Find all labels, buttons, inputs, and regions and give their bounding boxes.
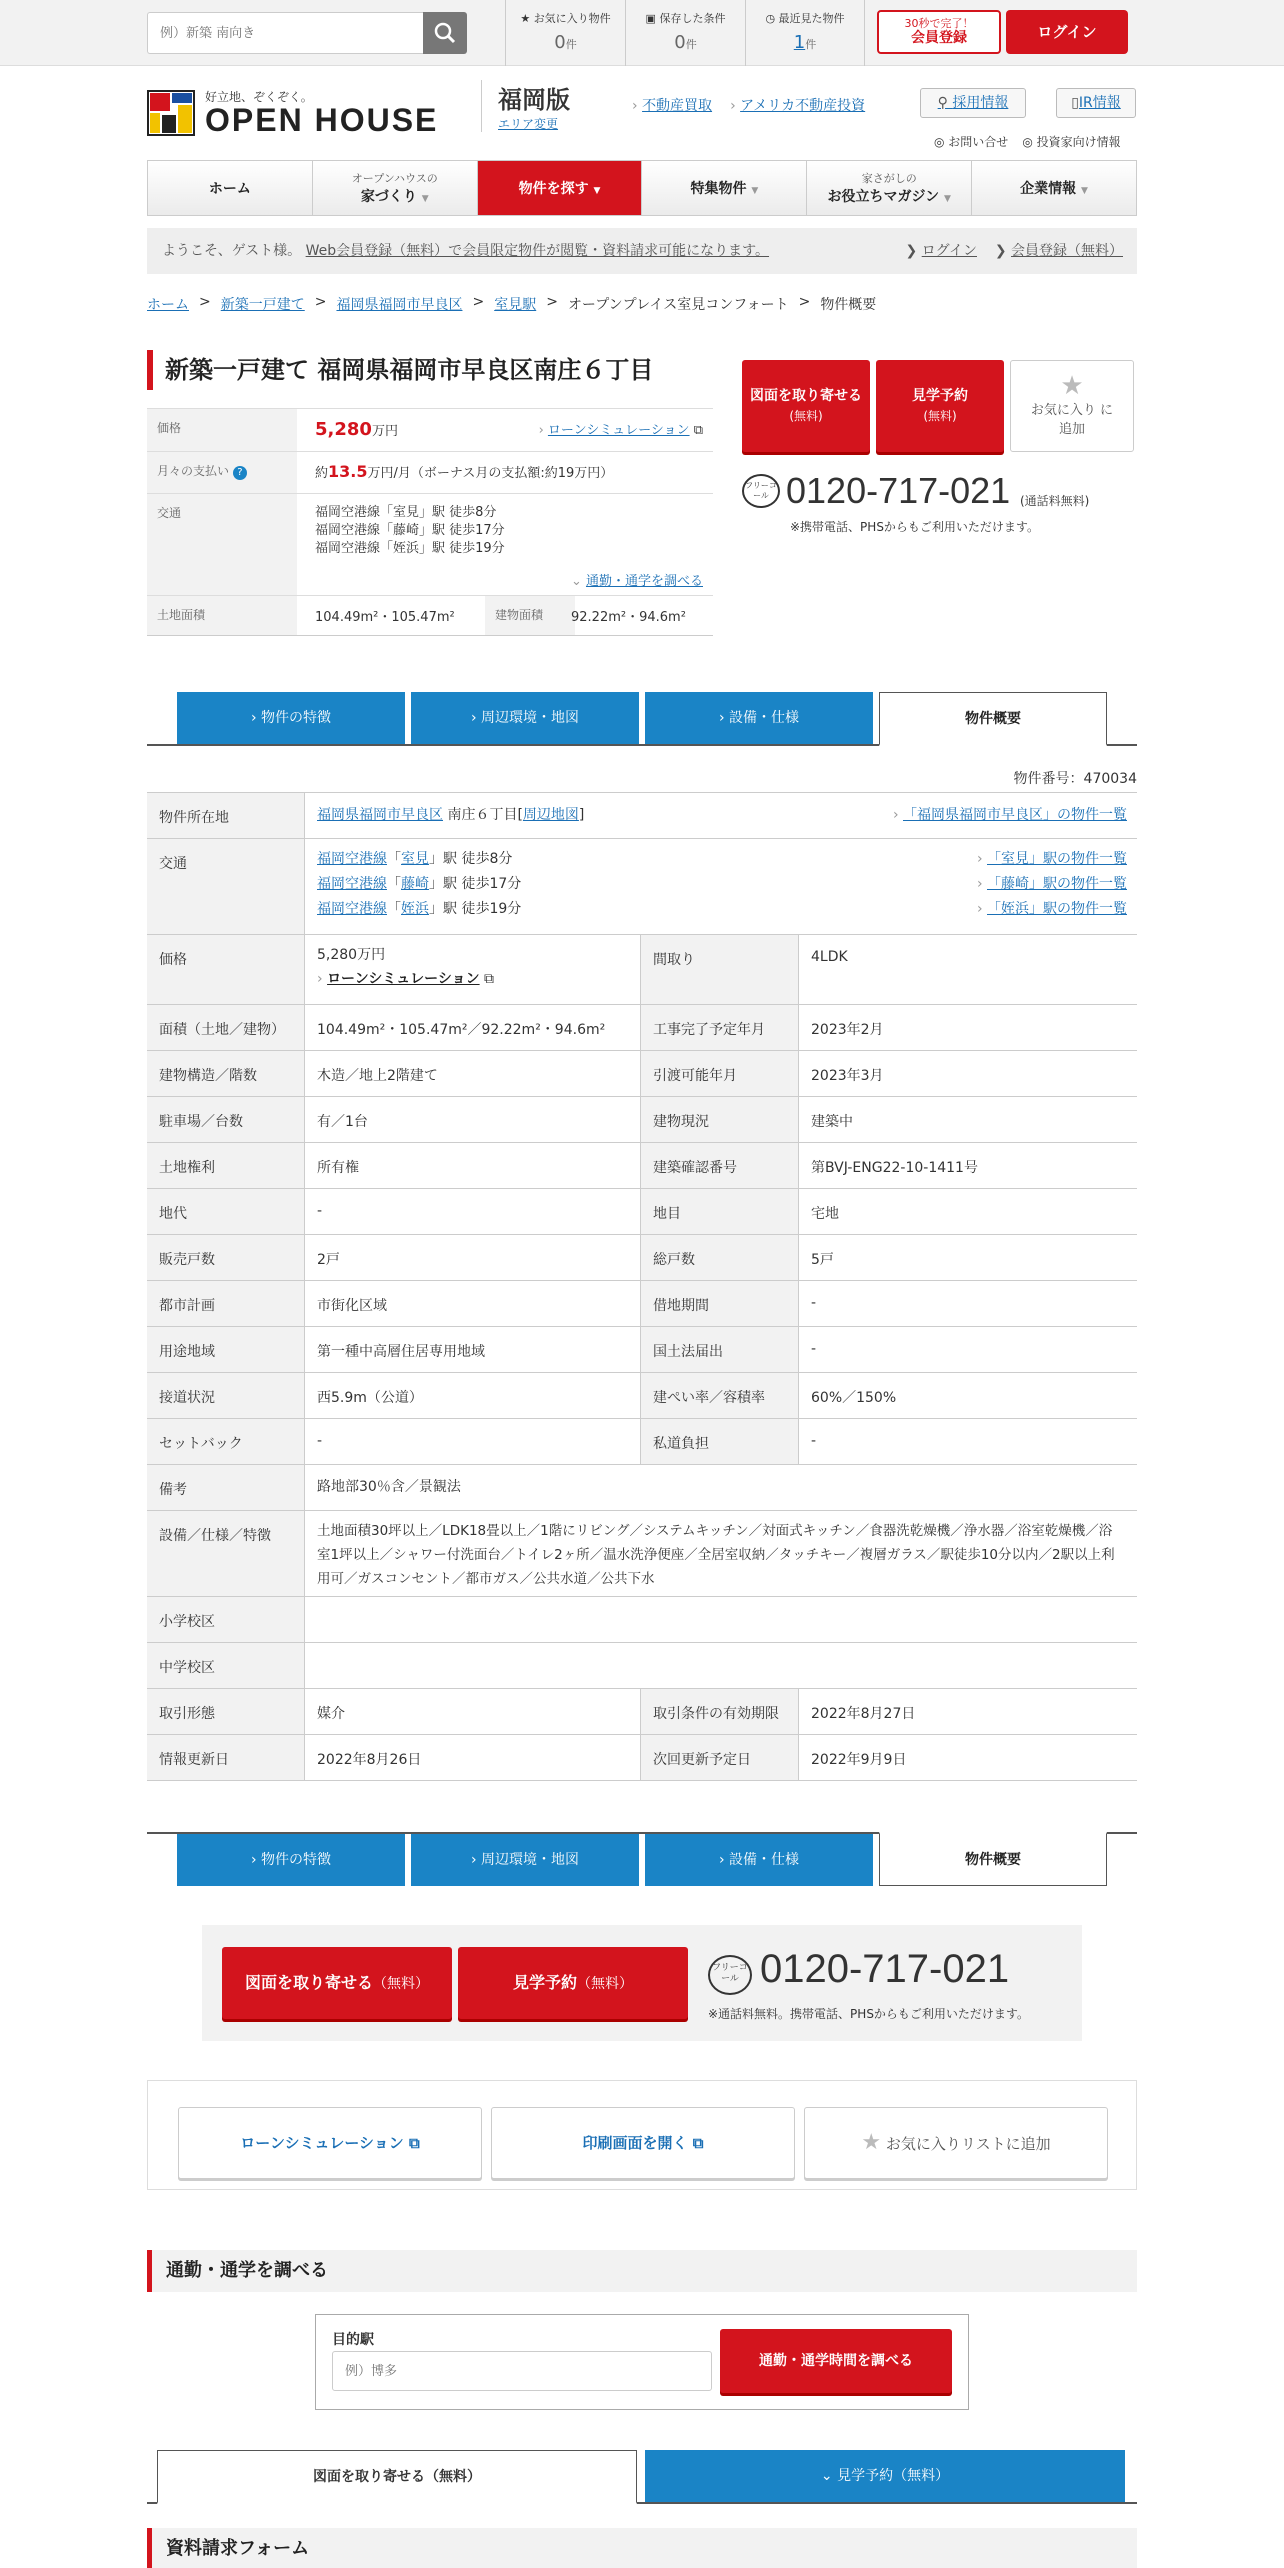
button-label: 図面を取り寄せる bbox=[750, 388, 862, 404]
nav-sub: 家さがしの bbox=[861, 172, 917, 185]
chevron-right-icon: › bbox=[718, 1852, 730, 1868]
spec-label: 国土法届出 bbox=[641, 1327, 799, 1372]
monthly-value: 13.5 bbox=[328, 462, 368, 481]
tab-label: 物件概要 bbox=[965, 711, 1021, 727]
link-label: 投資家向け情報 bbox=[1036, 135, 1121, 149]
investor-link[interactable] bbox=[1022, 133, 1120, 150]
save-icon: ▣ bbox=[645, 12, 656, 25]
commute-link[interactable] bbox=[571, 570, 703, 589]
spec-label: 交通 bbox=[147, 839, 305, 934]
welcome-text: ようこそ、ゲスト様。 bbox=[162, 243, 302, 259]
commute-form bbox=[315, 2314, 969, 2410]
spec-value: 第BVJ-ENG22-10-1411号 bbox=[811, 1160, 978, 1176]
tab-surroundings[interactable] bbox=[411, 1834, 639, 1886]
register-button[interactable] bbox=[877, 10, 1001, 54]
breadcrumb-current: 物件概要 bbox=[820, 297, 877, 313]
counter-label: 最近見た物件 bbox=[778, 12, 845, 25]
tab-label: 物件の特徴 bbox=[261, 710, 332, 726]
link-label: 採用情報 bbox=[952, 95, 1009, 111]
line-link[interactable]: 福岡空港線 bbox=[317, 851, 387, 867]
nav-search-property[interactable] bbox=[478, 161, 643, 215]
phone-number[interactable]: 0120-717-021 bbox=[786, 470, 1011, 511]
spec-row bbox=[147, 1051, 1137, 1097]
monthly-suffix: 万円/月（ボーナス月の支払額:約19万円） bbox=[367, 466, 614, 481]
spec-value: 有／1台 bbox=[305, 1097, 641, 1142]
breadcrumb-item[interactable]: 福岡県福岡市早良区 bbox=[336, 297, 463, 313]
tab-visit-form[interactable] bbox=[645, 2450, 1125, 2502]
spec-value: - bbox=[811, 1433, 817, 1449]
caret-down-icon: ▼ bbox=[751, 186, 759, 196]
row-label: 交通 bbox=[147, 494, 297, 595]
spec-value: - bbox=[811, 1295, 817, 1311]
tab-label: 物件概要 bbox=[965, 1852, 1021, 1868]
breadcrumb-item[interactable]: 新築一戸建て bbox=[220, 297, 305, 313]
spec-value bbox=[305, 1643, 1137, 1688]
destination-station-input[interactable] bbox=[332, 2351, 712, 2391]
spec-row-deal bbox=[147, 1689, 1137, 1735]
login-button[interactable]: ログイン bbox=[1006, 10, 1128, 54]
visit-reservation-button[interactable] bbox=[458, 1947, 688, 2019]
chevron-right-icon: › bbox=[470, 710, 482, 726]
nav-label: ホーム bbox=[208, 181, 251, 197]
row-label: 月々の支払い bbox=[157, 464, 230, 478]
spec-row bbox=[147, 1097, 1137, 1143]
nav-housebuilding[interactable] bbox=[313, 161, 478, 215]
station-list-link[interactable] bbox=[977, 847, 1127, 872]
spec-label: 備考 bbox=[147, 1465, 305, 1510]
caret-down-icon: ▼ bbox=[944, 194, 951, 204]
counter-label: お気に入り物件 bbox=[533, 12, 611, 25]
spec-label: 地代 bbox=[147, 1189, 305, 1234]
loan-sim-button[interactable] bbox=[178, 2107, 482, 2179]
link-label: 「福岡県福岡市早良区」の物件一覧 bbox=[903, 807, 1127, 823]
spec-label: 建物構造／階数 bbox=[147, 1051, 305, 1096]
summary-area-row bbox=[147, 596, 713, 636]
walk-text: 駅 徒歩8分 bbox=[443, 851, 513, 867]
spec-row-traffic: 交通 福岡空港線「室見」駅 徒歩8分 福岡空港線「藤崎」駅 徒歩17分 福岡空港線「姪浜」駅 徒歩19分 › 「室見」駅の物件一覧 › 「藤崎」駅の物件一覧 › 「姪浜」駅の物件一覧 bbox=[147, 839, 1137, 935]
button-label: 印刷画面を開く bbox=[582, 2134, 688, 2152]
spec-row bbox=[147, 1327, 1137, 1373]
spec-row bbox=[147, 1235, 1137, 1281]
tab-label: 周辺環境・地図 bbox=[481, 1852, 580, 1868]
bottom-cta-panel bbox=[202, 1925, 1082, 2041]
tab-label: 物件の特徴 bbox=[261, 1852, 332, 1868]
request-floorplan-button[interactable] bbox=[222, 1947, 452, 2019]
station-label: 目的駅 bbox=[332, 2332, 374, 2348]
form-tabs bbox=[147, 2450, 1137, 2504]
nav-company[interactable] bbox=[972, 161, 1136, 215]
link-label: 会員登録（無料） bbox=[1011, 243, 1123, 259]
spec-label: 私道負担 bbox=[641, 1419, 799, 1464]
link-label: ローンシミュレーション bbox=[327, 971, 480, 987]
add-favorite-button[interactable] bbox=[1010, 360, 1134, 452]
price-value: 5,280万円 bbox=[317, 947, 386, 963]
station-link[interactable]: 姪浜 bbox=[401, 901, 429, 917]
row-label: 建物面積 bbox=[485, 596, 575, 635]
traffic-line: 福岡空港線「姪浜」駅 徒歩19分 bbox=[315, 541, 505, 556]
link-label: ログイン bbox=[921, 243, 977, 259]
buyback-link[interactable] bbox=[632, 95, 712, 115]
chevron-right-icon: › bbox=[730, 98, 741, 114]
station-list-link[interactable] bbox=[977, 872, 1127, 897]
search-input[interactable] bbox=[147, 12, 423, 54]
spec-label: 間取り bbox=[641, 935, 799, 1004]
spec-label: 情報更新日 bbox=[147, 1735, 305, 1780]
spec-row bbox=[147, 1373, 1137, 1419]
nav-label: 物件を探す bbox=[518, 181, 589, 197]
external-link-icon: ⧉ bbox=[692, 2134, 704, 2152]
chevron-right-icon: ❯ bbox=[994, 243, 1011, 259]
spec-value: 第一種中高層住居専用地域 bbox=[305, 1327, 641, 1372]
area-list-link[interactable] bbox=[893, 803, 1127, 827]
spec-label: 建ぺい率／容積率 bbox=[641, 1373, 799, 1418]
loan-sim-link[interactable] bbox=[539, 419, 703, 438]
counter-unit: 件 bbox=[565, 38, 577, 51]
recruit-link[interactable] bbox=[920, 88, 1026, 118]
spec-label: 取引形態 bbox=[147, 1689, 305, 1734]
chevron-right-icon: › bbox=[317, 971, 328, 987]
spec-value: 2戸 bbox=[305, 1235, 641, 1280]
price-unit: 万円 bbox=[371, 424, 398, 439]
global-nav bbox=[147, 160, 1137, 216]
spec-label: 小学校区 bbox=[147, 1597, 305, 1642]
star-icon: ★ bbox=[520, 12, 531, 25]
tab-equipment[interactable] bbox=[645, 1834, 873, 1886]
tab-label: 見学予約（無料） bbox=[837, 2468, 950, 2484]
nav-label: 家づくり bbox=[360, 189, 417, 205]
property-spec-table bbox=[147, 792, 1137, 1781]
spec-value: 市街化区域 bbox=[305, 1281, 641, 1326]
breadcrumb-separator: > bbox=[472, 294, 485, 310]
phone-note: ※携帯電話、PHSからもご利用いただけます。 bbox=[790, 520, 1039, 534]
breadcrumb-item: オープンプレイス室見コンフォート bbox=[567, 297, 789, 313]
spec-row-location bbox=[147, 793, 1137, 839]
land-area-value: 104.49m²・105.47m² bbox=[315, 610, 455, 625]
phone-note: ※通話料無料。携帯電話、PHSからもご利用いただけます。 bbox=[708, 2007, 1029, 2021]
button-label: 図面を取り寄せる bbox=[244, 1973, 373, 1992]
button-label: ローンシミュレーション bbox=[240, 2134, 404, 2152]
spec-label: 次回更新予定日 bbox=[641, 1735, 799, 1780]
nav-label: 特集物件 bbox=[690, 181, 747, 197]
region-name: 福岡版 bbox=[498, 86, 570, 114]
tab-label: 設備・仕様 bbox=[729, 1852, 800, 1868]
spec-label: 面積（土地／建物） bbox=[147, 1005, 305, 1050]
button-note: (無料) bbox=[789, 409, 823, 423]
link-label: ローンシミュレーション bbox=[547, 423, 690, 438]
ir-link[interactable] bbox=[1056, 88, 1136, 118]
logo-wordmark: OPEN HOUSE bbox=[205, 102, 439, 138]
welcome-bar bbox=[147, 228, 1137, 274]
nav-label: お役立ちマガジン bbox=[827, 189, 940, 205]
region-selector bbox=[481, 80, 570, 132]
bullet-icon: ◎ bbox=[934, 135, 949, 149]
add-favorite-list-button[interactable] bbox=[804, 2107, 1108, 2179]
spec-value: 路地部30％含／景観法 bbox=[317, 1479, 461, 1495]
spec-label: 土地権利 bbox=[147, 1143, 305, 1188]
chevron-right-icon: › bbox=[538, 423, 548, 438]
link-label: IR情報 bbox=[1078, 95, 1121, 111]
chevron-right-icon: › bbox=[470, 1852, 482, 1868]
doc-icon: ▯ bbox=[1071, 95, 1079, 111]
spec-row-junior bbox=[147, 1643, 1137, 1689]
spec-value: 所有権 bbox=[305, 1143, 641, 1188]
nav-featured[interactable] bbox=[642, 161, 807, 215]
spec-label: 取引条件の有効期限 bbox=[641, 1689, 799, 1734]
page-title: 新築一戸建て 福岡県福岡市早良区南庄６丁目 bbox=[147, 350, 653, 390]
tools-panel bbox=[147, 2080, 1137, 2190]
spec-row bbox=[147, 1281, 1137, 1327]
row-label-wrap bbox=[147, 452, 297, 493]
line-link[interactable]: 福岡空港線 bbox=[317, 901, 387, 917]
breadcrumb bbox=[147, 294, 876, 314]
summary-monthly-row bbox=[147, 452, 713, 494]
phone-number[interactable]: 0120-717-021 bbox=[760, 1947, 1010, 1991]
spec-value: 60%／150% bbox=[811, 1390, 897, 1406]
spec-label: 総戸数 bbox=[641, 1235, 799, 1280]
summary-price-row bbox=[147, 408, 713, 452]
star-icon: ★ bbox=[1060, 371, 1084, 401]
link-label: 不動産買取 bbox=[642, 98, 713, 114]
chevron-right-icon: › bbox=[632, 98, 643, 114]
tab-label: 周辺環境・地図 bbox=[481, 710, 580, 726]
spec-value: 2023年3月 bbox=[811, 1068, 884, 1084]
spec-value: 2022年8月27日 bbox=[811, 1706, 916, 1722]
tab-label: 設備・仕様 bbox=[729, 710, 800, 726]
spec-row-equipment bbox=[147, 1511, 1137, 1597]
saved-conditions-count[interactable] bbox=[625, 0, 745, 66]
location-end: ] bbox=[578, 807, 585, 823]
line-link[interactable]: 福岡空港線 bbox=[317, 876, 387, 892]
row-label: 土地面積 bbox=[147, 596, 297, 635]
tab-overview[interactable] bbox=[879, 692, 1107, 746]
caret-down-icon: ▼ bbox=[1081, 186, 1088, 196]
spec-value: 木造／地上2階建て bbox=[305, 1051, 641, 1096]
button-label: お気に入りリストに追加 bbox=[885, 2135, 1051, 2153]
caret-down-icon: ▼ bbox=[421, 194, 429, 204]
contact-link[interactable] bbox=[934, 133, 1008, 150]
freedial-icon: フリーコール bbox=[742, 474, 780, 508]
openhouse-logo[interactable] bbox=[147, 88, 451, 140]
counter-value: 0 bbox=[554, 32, 566, 53]
tab-equipment[interactable] bbox=[645, 692, 873, 744]
detail-tabs-bottom bbox=[147, 1832, 1137, 1886]
chevron-right-icon: › bbox=[976, 876, 987, 892]
loan-sim-link[interactable] bbox=[317, 967, 628, 991]
spec-row bbox=[147, 1005, 1137, 1051]
spec-label: 接道状況 bbox=[147, 1373, 305, 1418]
spec-label: 建築確認番号 bbox=[641, 1143, 799, 1188]
counter-label: 保存した条件 bbox=[659, 12, 726, 25]
chevron-right-icon: › bbox=[250, 1852, 262, 1868]
chevron-right-icon: › bbox=[892, 807, 903, 823]
spec-row-remarks bbox=[147, 1465, 1137, 1511]
spec-value: 建築中 bbox=[811, 1114, 853, 1130]
spec-value: 媒介 bbox=[305, 1689, 641, 1734]
spec-row-updated bbox=[147, 1735, 1137, 1781]
link-label: 「室見」駅の物件一覧 bbox=[987, 851, 1127, 867]
row-label: 価格 bbox=[147, 409, 297, 451]
link-label: お問い合せ bbox=[948, 135, 1009, 149]
link-label: アメリカ不動産投資 bbox=[740, 98, 866, 114]
tab-features[interactable] bbox=[177, 692, 405, 744]
station-link[interactable]: 藤崎 bbox=[401, 876, 429, 892]
map-link[interactable]: 周辺地図 bbox=[522, 807, 579, 823]
tab-surroundings[interactable] bbox=[411, 692, 639, 744]
nav-label: 企業情報 bbox=[1020, 181, 1077, 197]
chevron-right-icon: ❯ bbox=[905, 243, 922, 259]
spec-label: 販売戸数 bbox=[147, 1235, 305, 1280]
spec-label: 中学校区 bbox=[147, 1643, 305, 1688]
request-floorplan-button[interactable] bbox=[742, 360, 870, 452]
spec-value: 5戸 bbox=[811, 1252, 834, 1268]
counter-unit: 件 bbox=[805, 38, 817, 51]
tab-overview[interactable] bbox=[879, 1832, 1107, 1886]
spec-label: 建物現況 bbox=[641, 1097, 799, 1142]
nav-magazine[interactable] bbox=[807, 161, 972, 215]
link-label: 通勤・通学を調べる bbox=[585, 574, 703, 589]
location-text: 南庄６丁目[ bbox=[447, 807, 523, 823]
freedial-icon: フリーコール bbox=[708, 1955, 752, 1995]
spec-value: 2022年9月9日 bbox=[811, 1752, 907, 1768]
station-link[interactable]: 室見 bbox=[401, 851, 429, 867]
nav-home[interactable] bbox=[148, 161, 313, 215]
member-register-link[interactable]: Web会員登録（無料）で会員限定物件が閲覧・資料請求可能になります。 bbox=[305, 243, 770, 259]
breadcrumb-separator: > bbox=[798, 294, 811, 310]
print-button[interactable] bbox=[491, 2107, 795, 2179]
search-button[interactable] bbox=[423, 12, 467, 54]
spec-row-elementary bbox=[147, 1597, 1137, 1643]
walk-text: 駅 徒歩17分 bbox=[443, 876, 522, 892]
link-label: 「姪浜」駅の物件一覧 bbox=[987, 901, 1127, 917]
price-value: 5,280 bbox=[315, 419, 372, 440]
spec-value: 土地面積30坪以上／LDK18畳以上／1階にリビング／システムキッチン／対面式キッチン／食器洗乾燥機／浄水器／浴室乾燥機／浴室1坪以上／シャワー付洗面台／トイレ2ヶ所／温水洗浄便座／全居室収納／タッチキー／複層ガラス／駅徒歩10分以内／2駅以上利用可／ガスコンセント／都市ガス／公共水道／公共下水 bbox=[317, 1523, 1115, 1587]
chevron-right-icon: › bbox=[976, 901, 987, 917]
spec-value: - bbox=[811, 1341, 817, 1357]
button-note: （無料） bbox=[577, 1976, 633, 1992]
summary-traffic-row bbox=[147, 494, 713, 596]
spec-label: 引渡可能年月 bbox=[641, 1051, 799, 1096]
login-link[interactable] bbox=[906, 243, 978, 259]
spec-label: 用途地域 bbox=[147, 1327, 305, 1372]
traffic-line: 福岡空港線「室見」駅 徒歩8分 bbox=[315, 505, 497, 520]
spec-label: 駐車場／台数 bbox=[147, 1097, 305, 1142]
register-label: 会員登録 bbox=[911, 30, 967, 46]
visit-reservation-button[interactable] bbox=[876, 360, 1004, 452]
spec-value: - bbox=[305, 1189, 641, 1234]
tab-request-form[interactable]: 図面を取り寄せる（無料） bbox=[157, 2450, 637, 2504]
spec-label: 借地期間 bbox=[641, 1281, 799, 1326]
monthly-prefix: 約 bbox=[315, 466, 329, 481]
bullet-icon: ◎ bbox=[1022, 135, 1037, 149]
register-link[interactable] bbox=[995, 243, 1123, 259]
logo-tagline: 好立地、ぞくぞく。 bbox=[205, 90, 313, 104]
detail-tabs bbox=[147, 692, 1137, 746]
external-link-icon: ⧉ bbox=[484, 971, 495, 987]
star-icon: ★ bbox=[861, 2130, 882, 2155]
recently-viewed-count[interactable] bbox=[745, 0, 865, 66]
breadcrumb-item[interactable]: ホーム bbox=[147, 297, 189, 313]
commute-section-title: 通勤・通学を調べる bbox=[147, 2250, 1137, 2292]
phone-free-note: (通話料無料) bbox=[1020, 494, 1090, 508]
spec-value: 2022年8月26日 bbox=[305, 1735, 641, 1780]
breadcrumb-item[interactable]: 室見駅 bbox=[494, 297, 537, 313]
spec-value: 西5.9m（公道） bbox=[305, 1373, 641, 1418]
top-utility-bar bbox=[0, 0, 1284, 66]
button-note: (無料) bbox=[923, 409, 957, 423]
spec-label: 価格 bbox=[147, 935, 305, 1004]
caret-down-icon: ▼ bbox=[593, 186, 601, 196]
spec-label: 工事完了予定年月 bbox=[641, 1005, 799, 1050]
button-note: （無料） bbox=[373, 1976, 429, 1992]
spec-value bbox=[305, 1597, 1137, 1642]
spec-label: 設備／仕様／特徴 bbox=[147, 1511, 305, 1596]
counter-unit: 件 bbox=[685, 38, 697, 51]
favorite-count[interactable] bbox=[505, 0, 625, 66]
walk-text: 駅 徒歩19分 bbox=[443, 901, 522, 917]
external-link-icon: ⧉ bbox=[693, 423, 703, 438]
chevron-down-icon: ⌄ bbox=[570, 574, 586, 589]
counter-value: 0 bbox=[674, 32, 686, 53]
spec-label: 物件所在地 bbox=[147, 793, 305, 838]
spec-row-price bbox=[147, 935, 1137, 1005]
button-label: 見学予約 bbox=[912, 388, 968, 404]
register-note: 30秒で完了！ bbox=[904, 17, 974, 30]
spec-value: - bbox=[305, 1419, 641, 1464]
us-realestate-link[interactable] bbox=[730, 95, 865, 115]
spec-row bbox=[147, 1419, 1137, 1465]
property-number: 物件番号：470034 bbox=[1013, 771, 1137, 787]
chevron-down-icon: ⌄ bbox=[820, 2468, 838, 2484]
building-area-value: 92.22m²・94.6m² bbox=[571, 610, 686, 625]
chevron-right-icon: › bbox=[718, 710, 730, 726]
breadcrumb-separator: > bbox=[314, 294, 327, 310]
station-list-link[interactable] bbox=[977, 897, 1127, 922]
counter-value: 1 bbox=[793, 32, 806, 53]
spec-label: セットバック bbox=[147, 1419, 305, 1464]
spec-value: 宅地 bbox=[811, 1206, 839, 1222]
commute-search-button[interactable]: 通勤・通学時間を調べる bbox=[720, 2329, 952, 2393]
nav-sub: オープンハウスの bbox=[351, 172, 438, 185]
region-change-link[interactable]: エリア変更 bbox=[498, 117, 559, 131]
spec-value: 2023年2月 bbox=[811, 1022, 884, 1038]
traffic-line: 福岡空港線「藤崎」駅 徒歩17分 bbox=[315, 523, 505, 538]
location-link[interactable]: 福岡県福岡市早良区 bbox=[317, 807, 443, 823]
spec-row bbox=[147, 1143, 1137, 1189]
button-label: 見学予約 bbox=[512, 1973, 577, 1992]
spec-value: 104.49m²・105.47m²／92.22m²・94.6m² bbox=[305, 1005, 641, 1050]
search-icon bbox=[423, 12, 467, 54]
link-label: 「藤崎」駅の物件一覧 bbox=[987, 876, 1127, 892]
chevron-right-icon: › bbox=[250, 710, 262, 726]
button-label: お気に入り に追加 bbox=[1030, 403, 1114, 437]
external-link-icon: ⧉ bbox=[408, 2134, 420, 2152]
tab-features[interactable] bbox=[177, 1834, 405, 1886]
clock-icon: ◷ bbox=[765, 12, 776, 25]
breadcrumb-separator: > bbox=[199, 294, 211, 310]
request-form-title: 資料請求フォーム bbox=[147, 2528, 1137, 2568]
spec-row bbox=[147, 1189, 1137, 1235]
spec-label: 都市計画 bbox=[147, 1281, 305, 1326]
spec-label: 地目 bbox=[641, 1189, 799, 1234]
chevron-right-icon: › bbox=[976, 851, 987, 867]
search-icon: ⚲ bbox=[937, 95, 953, 111]
logo-mark-icon bbox=[147, 90, 195, 136]
breadcrumb-separator: > bbox=[546, 294, 558, 310]
help-icon[interactable]: ? bbox=[233, 466, 247, 480]
spec-value: 4LDK bbox=[811, 949, 848, 965]
